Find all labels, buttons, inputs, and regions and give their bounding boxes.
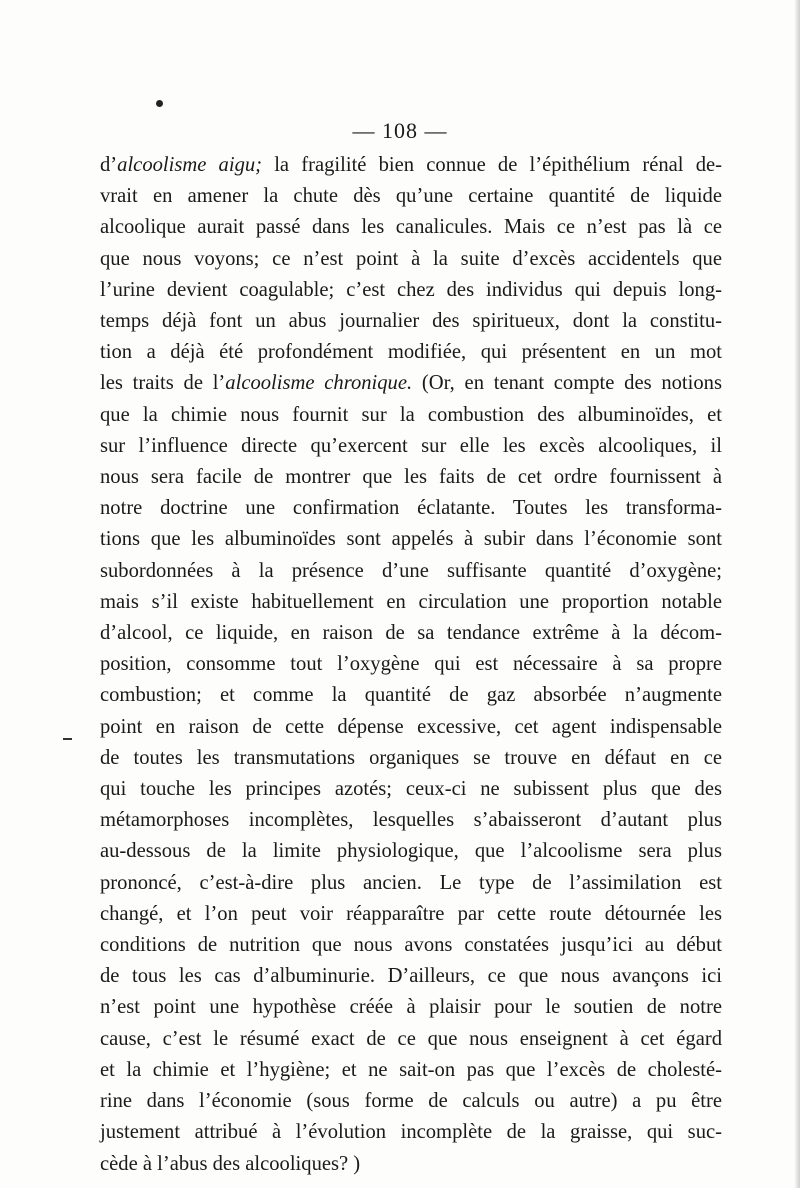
text-run: métamorphoses incomplètes, lesquelles s’abaisseront d’autant plus (100, 809, 722, 832)
text-run: que nous voyons; ce n’est point à la suite d’excès accidentels que (100, 247, 722, 270)
text-run: d’alcool, ce liquide, en raison de sa tendance extrême à la décom- (100, 622, 722, 645)
text-run: tion a déjà été profondément modifiée, qui présentent en un mot (100, 341, 722, 364)
text-run: subordonnées à la présence d’une suffisante quantité d’oxygène; (100, 559, 722, 582)
text-run: combustion; et comme la quantité de gaz absorbée n’augmente (100, 684, 722, 707)
body-text (100, 150, 722, 1180)
text-run: qui touche les principes azotés; ceux-ci ne subissent plus que des (100, 778, 722, 801)
italic-text: alcoolisme chronique. (225, 372, 413, 395)
text-run: et la chimie et l’hygiène; et ne sait-on pas que l’excès de cholesté- (100, 1058, 722, 1081)
text-run: position, consomme tout l’oxygène qui est nécessaire à sa propre (100, 653, 722, 676)
text-line (100, 493, 722, 524)
text-line (100, 618, 722, 649)
text-run: alcoolique aurait passé dans les canalicules. Mais ce n’est pas là ce (100, 216, 722, 239)
text-run: changé, et l’on peut voir réapparaître par cette route détournée les (100, 902, 722, 925)
text-line (100, 899, 722, 930)
text-run: conditions de nutrition que nous avons constatées jusqu’ici au début (100, 934, 722, 957)
text-run: au-dessous de la limite physiologique, que l’alcoolisme sera plus (100, 840, 722, 863)
text-line (100, 1086, 722, 1117)
text-run: sur l’influence directe qu’exercent sur elle les excès alcooliques, il (100, 434, 722, 457)
text-run: d’ (100, 154, 118, 176)
text-line (100, 992, 722, 1023)
text-line (100, 462, 722, 493)
text-run: n’est point une hypothèse créée à plaisir pour le soutien de notre (100, 996, 722, 1019)
text-run: mais s’il existe habituellement en circulation une proportion notable (100, 590, 722, 613)
text-line (100, 337, 722, 368)
text-line (100, 1149, 722, 1180)
italic-text: alcoolisme aigu; (117, 154, 263, 176)
text-line (100, 930, 722, 961)
text-run: l’urine devient coagulable; c’est chez des individus qui depuis long- (100, 278, 722, 301)
text-line (100, 868, 722, 899)
text-line (100, 961, 722, 992)
text-line (100, 212, 722, 243)
text-run: cède à l’abus des alcooliques? ) (100, 1152, 361, 1175)
text-line (100, 400, 722, 431)
text-line (100, 556, 722, 587)
text-line (100, 774, 722, 805)
text-line (100, 306, 722, 337)
text-run: nous sera facile de montrer que les faits de cet ordre fournissent à (100, 466, 722, 489)
text-line (100, 1055, 722, 1086)
ink-dot (156, 100, 163, 107)
text-run: de tous les cas d’albuminurie. D’ailleurs, ce que nous avançons ici (100, 965, 722, 988)
text-line (100, 275, 722, 306)
page-edge-shadow (794, 0, 800, 1188)
text-run: cause, c’est le résumé exact de ce que nous enseignent à cet égard (100, 1027, 722, 1050)
page-number: — 108 — (352, 118, 448, 143)
text-line (100, 150, 722, 181)
text-line (100, 368, 722, 399)
text-run: rine dans l’économie (sous forme de calculs ou autre) a pu être (100, 1090, 722, 1113)
text-run: tions que les albuminoïdes sont appelés à subir dans l’économie sont (100, 528, 722, 551)
text-line (100, 836, 722, 867)
margin-mark (63, 738, 72, 740)
text-run: point en raison de cette dépense excessive, cet agent indispensable (100, 715, 722, 738)
text-run: vrait en amener la chute dès qu’une certaine quantité de liquide (100, 185, 722, 208)
text-run: que la chimie nous fournit sur la combustion des albuminoïdes, et (100, 403, 722, 426)
text-line (100, 649, 722, 680)
text-line (100, 743, 722, 774)
text-line (100, 587, 722, 618)
text-run: temps déjà font un abus journalier des spiritueux, dont la constitu- (100, 310, 722, 333)
text-line (100, 244, 722, 275)
text-line (100, 181, 722, 212)
text-line (100, 524, 722, 555)
text-line (100, 431, 722, 462)
text-run: notre doctrine une confirmation éclatante. Toutes les transforma- (100, 497, 722, 520)
text-run: (Or, en tenant compte des notions (412, 372, 722, 395)
text-line (100, 680, 722, 711)
text-line (100, 1117, 722, 1148)
text-line (100, 1024, 722, 1055)
text-run: de toutes les transmutations organiques se trouve en défaut en ce (100, 746, 722, 769)
text-line (100, 712, 722, 743)
text-run: prononcé, c’est-à-dire plus ancien. Le type de l’assimilation est (100, 871, 722, 894)
text-run: les traits de l’ (100, 372, 226, 395)
text-run: justement attribué à l’évolution incomplète de la graisse, qui suc- (100, 1121, 722, 1144)
text-line (100, 805, 722, 836)
text-run: la fragilité bien connue de l’épithélium rénal de- (262, 154, 722, 176)
